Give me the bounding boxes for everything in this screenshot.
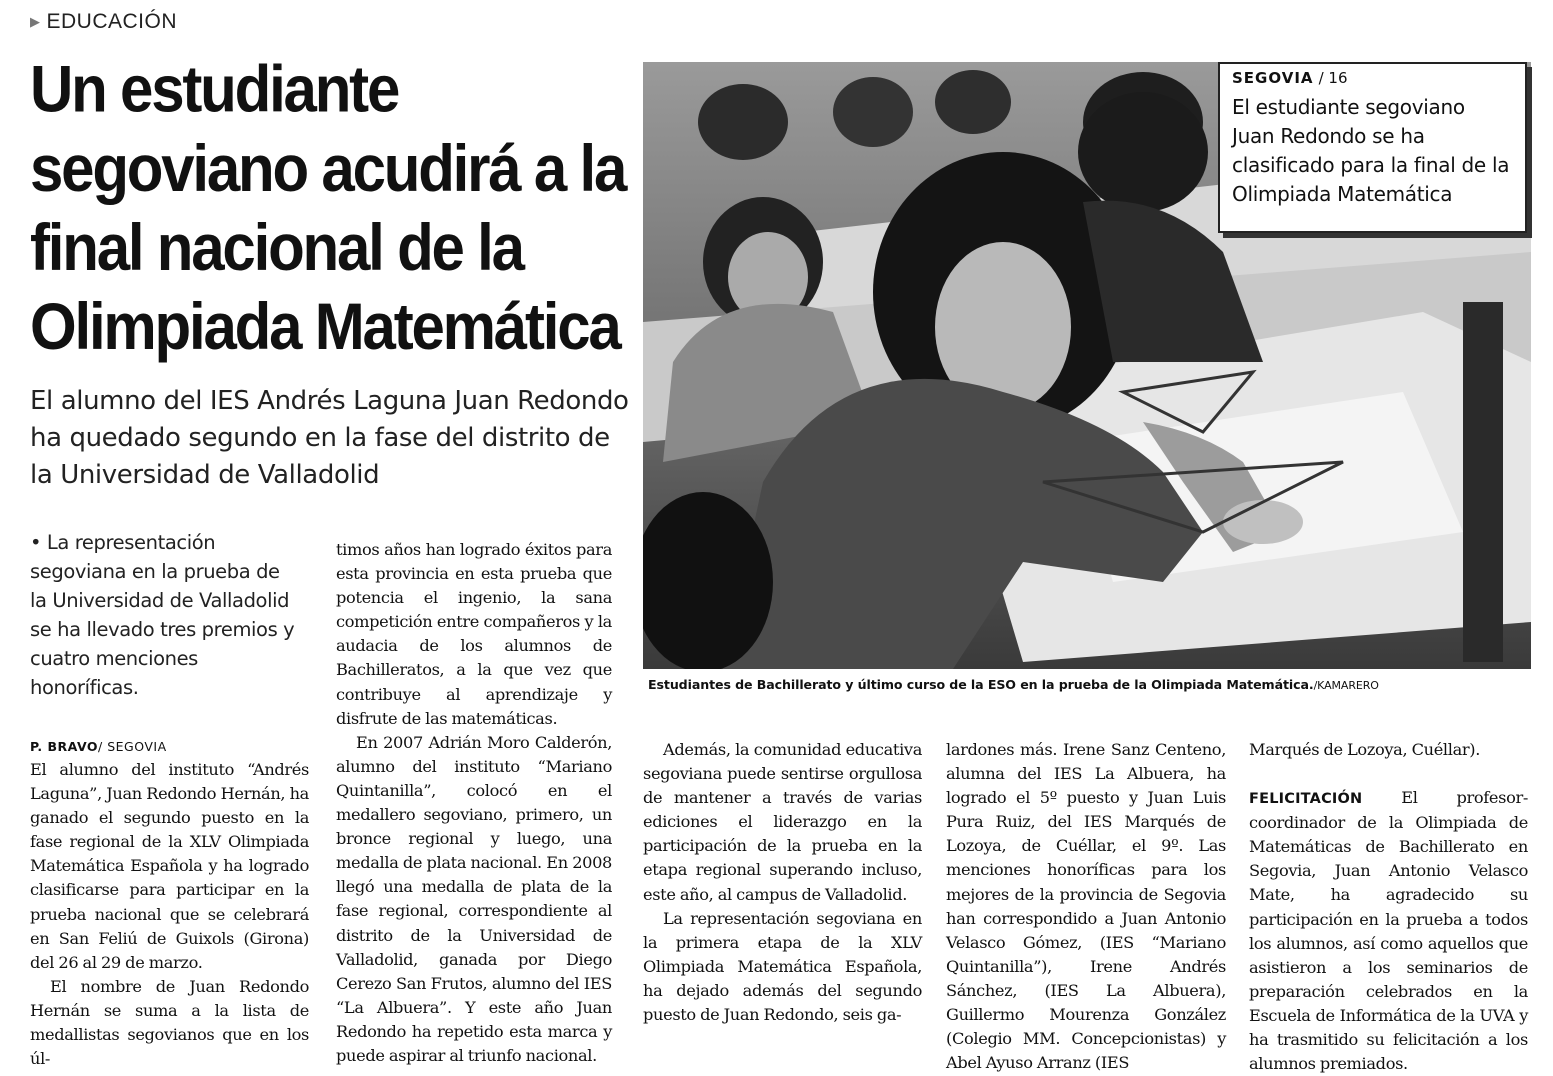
teaser-text: El estudiante segoviano Juan Redondo se ha clasificado para la final de la Olimpiada Matemática (1232, 95, 1510, 206)
body-paragraph: Además, la comunidad educativa segoviana puede sentirse orgullosa de mantener a través de varias ediciones el liderazgo en la participación de la prueba en la etapa regional superando incluso, este año, al campus de Valladolid. (643, 740, 922, 904)
body-column-2 (336, 538, 612, 1068)
caption-text: Estudiantes de Bachillerato y último curso de la ESO en la prueba de la Olimpiada Matemática. (648, 677, 1314, 692)
article-subheadline: El alumno del IES Andrés Laguna Juan Redondo ha quedado segundo en la fase del distrito de la Universidad de Valladolid (30, 386, 629, 490)
body-paragraph-text: El profesor-coordinador de la Olimpiada de Matemáticas de Bachillerato en Segovia, Juan Antonio Velasco Mate, ha agradecido su participación en la prueba a todos los alumnos, así como aquellos que asistieron a los seminarios de preparación celebrados en la Escuela de Informática de la UVA y ha trasmitido su felicitación a los alumnos premiados. (1249, 788, 1528, 1074)
photo-credit: /KAMARERO (1313, 679, 1379, 692)
section-label (30, 10, 177, 34)
body-column-1 (30, 758, 309, 1071)
body-paragraph: La representación segoviana en la primera etapa de la XLV Olimpiada Matemática Española, ha dejado además del segundo puesto de Juan Redondo, seis ga- (643, 908, 922, 1025)
body-paragraph-felicitacion (1249, 786, 1528, 1076)
article-summary: • La representación segoviana en la prueba de la Universidad de Valladolid se ha llevado tres premios y cuatro menciones honoríficas. (30, 531, 295, 699)
byline-author: P. BRAVO (30, 739, 99, 754)
body-paragraph: En 2007 Adrián Moro Calderón, alumno del instituto “Mariano Quintanilla”, colocó en el medallero segoviano, primero, un bronce regional y luego, una medalla de plata nacional. En 2008 llegó una medalla de plata de la fase regional, correspondiente al distrito de la Universidad de Valladolid, ganada por Diego Cerezo San Frutos, alumno del IES “La Albuera”. Y este año Juan Redondo ha repetido esta marca y puede aspirar al triunfo nacional. (336, 732, 612, 1065)
article-headline: Un estudiante segoviano acudirá a la final nacional de la Olimpiada Matemática (30, 52, 626, 364)
photo-caption (648, 677, 1528, 692)
body-paragraph: lardones más. Irene Sanz Centeno, alumna del IES La Albuera, ha logrado el 5º puesto y Juan Luis Pura Ruiz, del IES Marqués de Lozoya, de Cuéllar, el 9º. Las menciones honoríficas para los mejores de la provincia de Segovia han correspondido a Juan Antonio Velasco Gómez, (IES “Mariano Quintanilla”), Irene Andrés Sánchez, (IES La Albuera), Guillermo Mourenza González (Colegio MM. Concepcionistas) y Abel Ayuso Arranz (IES (946, 740, 1226, 1073)
body-column-5 (1249, 738, 1528, 1076)
body-column-3 (643, 738, 922, 1027)
section-name: EDUCACIÓN (46, 10, 178, 33)
teaser-label: SEGOVIA (1232, 69, 1314, 87)
teaser-box (1218, 62, 1527, 233)
body-paragraph: El nombre de Juan Redondo Hernán se suma a la lista de medallistas segovianos que en los úl- (30, 976, 309, 1069)
body-paragraph: El alumno del instituto “Andrés Laguna”, Juan Redondo Hernán, ha ganado el segundo puesto en la fase regional de la XLV Olimpiada Matemática Española y ha logrado clasificarse para participar en la prueba nacional que se celebrará en San Feliú de Guixols (Girona) del 26 al 29 de marzo. (30, 760, 309, 972)
section-arrow-icon: ▶ (30, 14, 41, 30)
subhead-felicitacion: FELICITACIÓN (1249, 791, 1363, 808)
body-paragraph: Marqués de Lozoya, Cuéllar). (1249, 740, 1481, 759)
body-column-4 (946, 738, 1226, 1075)
teaser-page: / 16 (1318, 69, 1348, 87)
body-paragraph: timos años han logrado éxitos para esta provincia en esta prueba que potencia el ingenio, la sana competición entre compañeros y la audacia de los alumnos de Bachilleratos, a la que vez que contribuye al aprendizaje y disfrute de las matemáticas. (336, 540, 612, 728)
byline (30, 739, 167, 754)
byline-location: / SEGOVIA (98, 739, 167, 754)
